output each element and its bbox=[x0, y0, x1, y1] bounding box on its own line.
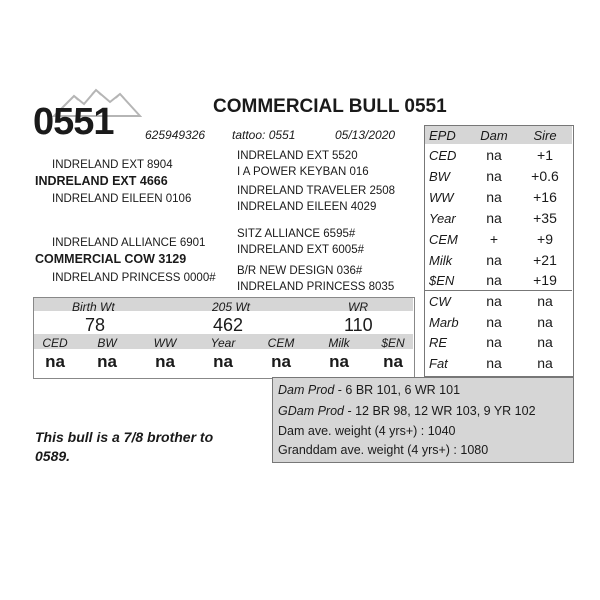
epd-row-sire: +16 bbox=[533, 189, 557, 205]
epd-row-label: Milk bbox=[429, 253, 453, 268]
dam-production bbox=[278, 382, 460, 398]
epd-row-ww bbox=[426, 187, 572, 208]
epd-row-sire: +9 bbox=[537, 231, 553, 247]
epd-table-header-row bbox=[426, 125, 572, 146]
lot-note: This bull is a 7/8 brother to 0589. bbox=[35, 429, 214, 464]
epd-row-label: CEM bbox=[429, 232, 458, 247]
epd-row-label: Fat bbox=[429, 356, 448, 371]
bull-epd-year-header: Year bbox=[210, 336, 236, 350]
epd-row-ced bbox=[426, 145, 572, 166]
epd-header-sire: Sire bbox=[533, 128, 557, 143]
epd-row-label: RE bbox=[429, 335, 448, 350]
weight-ratio-header: WR bbox=[348, 300, 368, 314]
epd-row-dam: na bbox=[486, 168, 502, 184]
weaning-weight-header: 205 Wt bbox=[212, 300, 251, 314]
epd-row-dam: na bbox=[486, 293, 502, 309]
epd-row-en bbox=[426, 270, 572, 291]
epd-row-sire: +35 bbox=[533, 210, 557, 226]
epd-row-label: $EN bbox=[429, 273, 455, 288]
weight-ratio-value: 110 bbox=[344, 315, 373, 335]
gdam-prod-label: GDam Prod bbox=[278, 404, 344, 418]
ds-sire: SITZ ALLIANCE 6595# bbox=[237, 228, 356, 240]
dam-name: COMMERCIAL COW 3129 bbox=[35, 252, 187, 266]
bull-epd-bw-value: na bbox=[97, 352, 117, 371]
sire-dam: INDRELAND EILEEN 0106 bbox=[52, 193, 192, 205]
epd-row-label: CW bbox=[429, 294, 451, 309]
dam-average-weight: Dam ave. weight (4 yrs+) : 1040 bbox=[278, 424, 456, 438]
epd-row-dam: na bbox=[486, 252, 502, 268]
epd-row-sire: +19 bbox=[533, 272, 557, 288]
bull-epd-cem-value: na bbox=[271, 352, 291, 371]
epd-row-sire: +1 bbox=[537, 147, 553, 163]
epd-row-sire: +21 bbox=[533, 252, 557, 268]
lot-number: 0551 bbox=[33, 101, 114, 143]
epd-row-dam: na bbox=[486, 334, 502, 350]
epd-header-label: EPD bbox=[429, 128, 456, 143]
bull-epd-ced-header: CED bbox=[42, 336, 68, 350]
dam-dam: INDRELAND PRINCESS 0000# bbox=[52, 272, 216, 284]
epd-row-label: Marb bbox=[429, 315, 459, 330]
epd-row-sire: +0.6 bbox=[531, 168, 559, 184]
lot-title: COMMERCIAL BULL 0551 bbox=[213, 96, 447, 117]
epd-row-fat bbox=[426, 353, 572, 374]
dam-prod-value: - 6 BR 101, 6 WR 101 bbox=[334, 383, 461, 397]
epd-row-cem bbox=[426, 229, 572, 250]
epd-row-label: WW bbox=[429, 190, 454, 205]
epd-row-sire: na bbox=[537, 355, 553, 371]
epd-row-dam: + bbox=[489, 231, 499, 247]
epd-row-sire: na bbox=[537, 334, 553, 350]
birth-date: 05/13/2020 bbox=[335, 128, 396, 142]
bull-epd-ww-header: WW bbox=[153, 336, 177, 350]
epd-row-dam: na bbox=[486, 314, 502, 330]
epd-row-year bbox=[426, 208, 572, 229]
birth-weight-header: Birth Wt bbox=[72, 300, 115, 314]
granddam-production bbox=[278, 403, 536, 419]
epd-row-sire: na bbox=[537, 293, 553, 309]
bull-epd-ww-value: na bbox=[155, 352, 175, 371]
weaning-weight-value: 462 bbox=[213, 315, 244, 335]
epd-row-dam: na bbox=[486, 272, 502, 288]
epd-row-bw bbox=[426, 166, 572, 187]
sd-sire: INDRELAND TRAVELER 2508 bbox=[237, 185, 396, 197]
epd-row-cw bbox=[426, 291, 572, 312]
granddam-average-weight: Granddam ave. weight (4 yrs+) : 1080 bbox=[278, 443, 489, 457]
epd-row-sire: na bbox=[537, 314, 553, 330]
sire-sire: INDRELAND EXT 8904 bbox=[52, 159, 173, 171]
epd-row-marb bbox=[426, 312, 572, 333]
epd-row-dam: na bbox=[486, 210, 502, 226]
gdam-prod-value: - 12 BR 98, 12 WR 103, 9 YR 102 bbox=[344, 404, 536, 418]
epd-row-dam: na bbox=[486, 189, 502, 205]
epd-row-dam: na bbox=[486, 355, 502, 371]
registration-number: 625949326 bbox=[145, 128, 206, 142]
ds-dam: INDRELAND EXT 6005# bbox=[237, 244, 364, 256]
bull-epd-milk-value: na bbox=[329, 352, 349, 371]
epd-row-milk bbox=[426, 250, 572, 271]
epd-row-dam: na bbox=[486, 147, 502, 163]
epd-row-label: CED bbox=[429, 148, 457, 163]
bull-epd-en-header: $EN bbox=[381, 336, 405, 350]
epd-row-label: Year bbox=[429, 211, 456, 226]
bull-epd-bw-header: BW bbox=[97, 336, 117, 350]
epd-row-label: BW bbox=[429, 169, 450, 184]
sire-name: INDRELAND EXT 4666 bbox=[35, 174, 168, 188]
sd-dam: INDRELAND EILEEN 4029 bbox=[237, 201, 377, 213]
dd-dam: INDRELAND PRINCESS 8035 bbox=[237, 281, 395, 293]
tattoo: tattoo: 0551 bbox=[232, 128, 296, 142]
dam-sire: INDRELAND ALLIANCE 6901 bbox=[52, 237, 206, 249]
dd-sire: B/R NEW DESIGN 036# bbox=[237, 265, 363, 277]
bull-epd-en-value: na bbox=[383, 352, 403, 371]
bull-epd-year-value: na bbox=[213, 352, 233, 371]
bull-epd-milk-header: Milk bbox=[328, 336, 350, 350]
ss-dam: I A POWER KEYBAN 016 bbox=[237, 166, 369, 178]
ss-sire: INDRELAND EXT 5520 bbox=[237, 150, 358, 162]
epd-row-re bbox=[426, 332, 572, 353]
bull-epd-cem-header: CEM bbox=[267, 336, 295, 350]
dam-prod-label: Dam Prod bbox=[278, 383, 335, 397]
bull-epd-ced-value: na bbox=[45, 352, 65, 371]
epd-header-dam: Dam bbox=[480, 128, 508, 143]
birth-weight-value: 78 bbox=[85, 315, 106, 335]
